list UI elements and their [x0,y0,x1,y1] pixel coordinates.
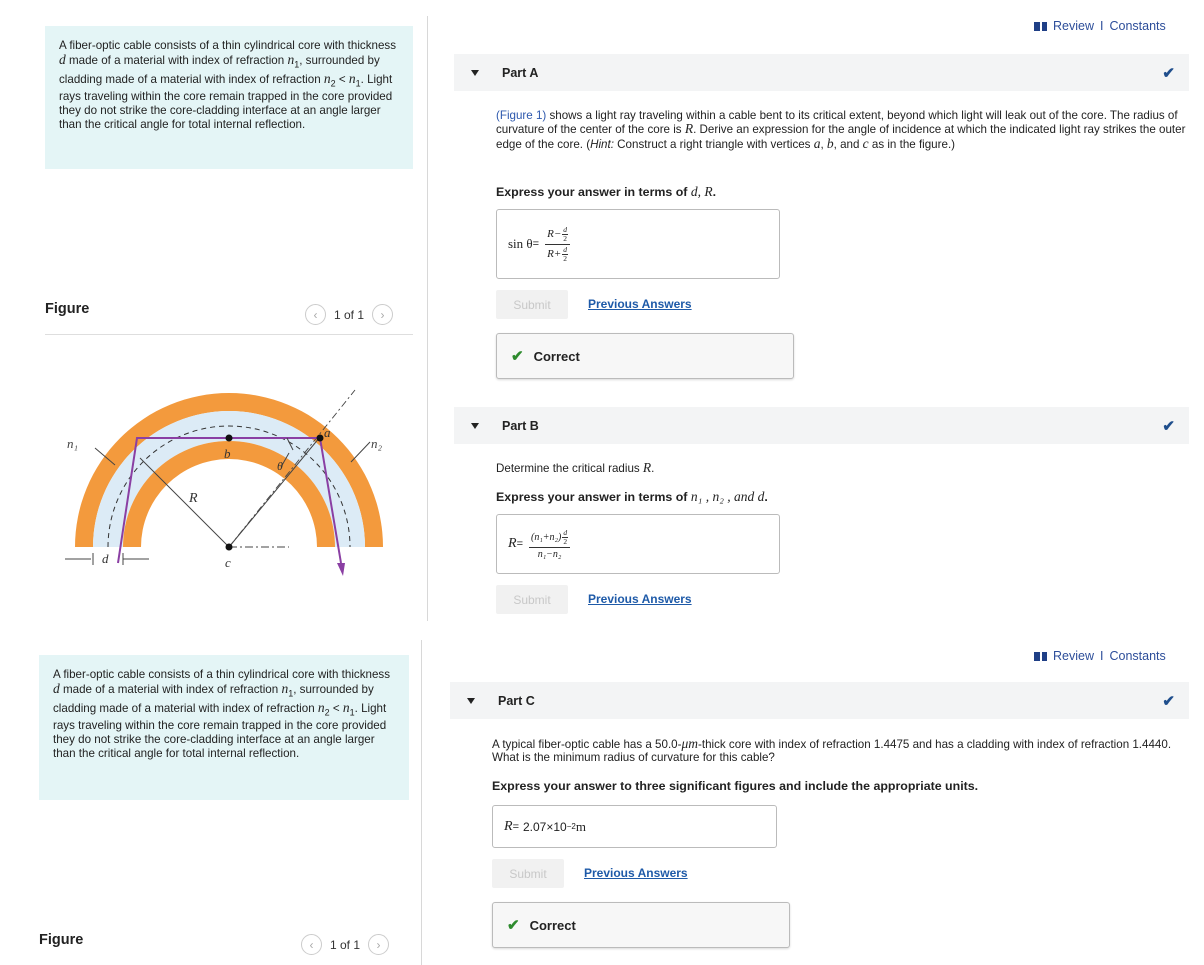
problem-intro: A fiber-optic cable consists of a thin cylindrical core with thickness d made of a material with index of refraction $n_1$, surrounded by cladding made of a material with index of refraction $n_2 < n_1$. Light rays traveling within the core remain trapped in the core provided they do not strike the core-cladding interface at an angle larger than the critical angle for total internal reflection. [45,26,413,169]
book-icon [1034,22,1047,31]
fiber-diagram [45,345,413,585]
label-n1: n₁ [67,436,79,451]
label-d: d [102,551,109,566]
label-theta: θ [277,459,283,473]
page-count: 1 of 1 [334,307,365,322]
part-b-answer[interactable]: R = (n₁+n₂) $\frac{d}{2}$ n₁−n₂ [496,514,780,574]
collapse-triangle-icon [471,70,479,76]
figure-link[interactable]: (Figure 1) [496,109,547,122]
point-b [226,435,233,442]
part-b-header[interactable]: Part B ✔ [454,407,1189,444]
figure-divider [45,334,413,335]
part-a-express: Express your answer in terms of d, R. [496,184,717,199]
part-c-question: A typical fiber-optic cable has a 50.0-μm-thick core with index of refraction 1.4475 and has a cladding with index of refraction 1.4440. What is the minimum radius of curvature for this cable? [492,736,1172,765]
submit-button[interactable]: Submit [492,859,564,888]
checkmark-icon: ✔ [1162,417,1175,435]
constants-link[interactable]: Constants [1109,19,1166,33]
book-icon [1034,652,1047,661]
review-constants-2: Review I Constants [1034,649,1166,663]
part-c-express: Express your answer to three significant figures and include the appropriate units. [492,779,979,793]
problem-intro-2: A fiber-optic cable consists of a thin cylindrical core with thickness d made of a material with index of refraction $n_1$, surrounded by cladding made of a material with index of refraction $n_2 < n_1$. Light rays traveling within the core remain trapped in the core provided they do not strike the core-cladding interface at an angle larger than the critical angle for total internal reflection. [39,655,409,800]
check-icon: ✔ [511,348,524,365]
correct-banner: ✔ Correct [492,902,790,948]
panel-divider-2 [421,640,422,965]
label-n2: n₂ [371,436,383,451]
submit-button[interactable]: Submit [496,290,568,319]
correct-banner: ✔ Correct [496,333,794,379]
figure-pager-2 [301,934,389,955]
chevron-left-icon[interactable]: ‹ [301,934,322,955]
review-constants: Review I Constants [1034,19,1166,33]
previous-answers-link[interactable]: Previous Answers [588,592,692,606]
part-a-question: (Figure 1) shows a light ray traveling within a cable bent to its critical extent, beyond which light will leak out of the core. The radius of curvature of the center of the core is R. Derive an expression for the angle of incidence at which the indicated light ray strikes the outer edge of the core. (Hint: Construct a right triangle with vertices a, b, and c as in the figure.) [496,109,1186,151]
part-b-express: Express your answer in terms of n₁ , n₂ , and d. [496,489,768,504]
figure-heading: Figure [45,301,90,317]
chevron-right-icon[interactable]: › [368,934,389,955]
review-link[interactable]: Review [1053,19,1094,33]
radius-line [140,458,229,547]
figure-pager [305,304,393,325]
ray-arrowhead [337,563,345,576]
part-a-header[interactable]: Part A ✔ [454,54,1189,91]
label-b: b [224,446,231,461]
collapse-triangle-icon [471,423,479,429]
panel-divider [427,16,428,621]
collapse-triangle-icon [467,698,475,704]
previous-answers-link[interactable]: Previous Answers [588,297,692,311]
figure-heading-2: Figure [39,932,84,948]
part-c-header[interactable]: Part C ✔ [450,682,1189,719]
part-a-answer[interactable]: sin θ = R− $\frac{d}{2}$ R+ $\frac{d}{2}$ [496,209,780,279]
point-c [226,544,233,551]
label-R: R [189,491,198,506]
page-count: 1 of 1 [330,937,361,952]
part-c-answer[interactable]: R = 2.07×10 −2 m [492,805,777,848]
checkmark-icon: ✔ [1162,692,1175,710]
label-c: c [225,555,231,570]
checkmark-icon: ✔ [1162,64,1175,82]
previous-answers-link[interactable]: Previous Answers [584,866,688,880]
review-link[interactable]: Review [1053,649,1094,663]
part-b-question: Determine the critical radius R. [496,460,655,475]
point-a [317,435,324,442]
constants-link[interactable]: Constants [1109,649,1166,663]
submit-button[interactable]: Submit [496,585,568,614]
check-icon: ✔ [507,917,520,934]
label-a: a [324,425,331,440]
chevron-left-icon[interactable]: ‹ [305,304,326,325]
chevron-right-icon[interactable]: › [372,304,393,325]
